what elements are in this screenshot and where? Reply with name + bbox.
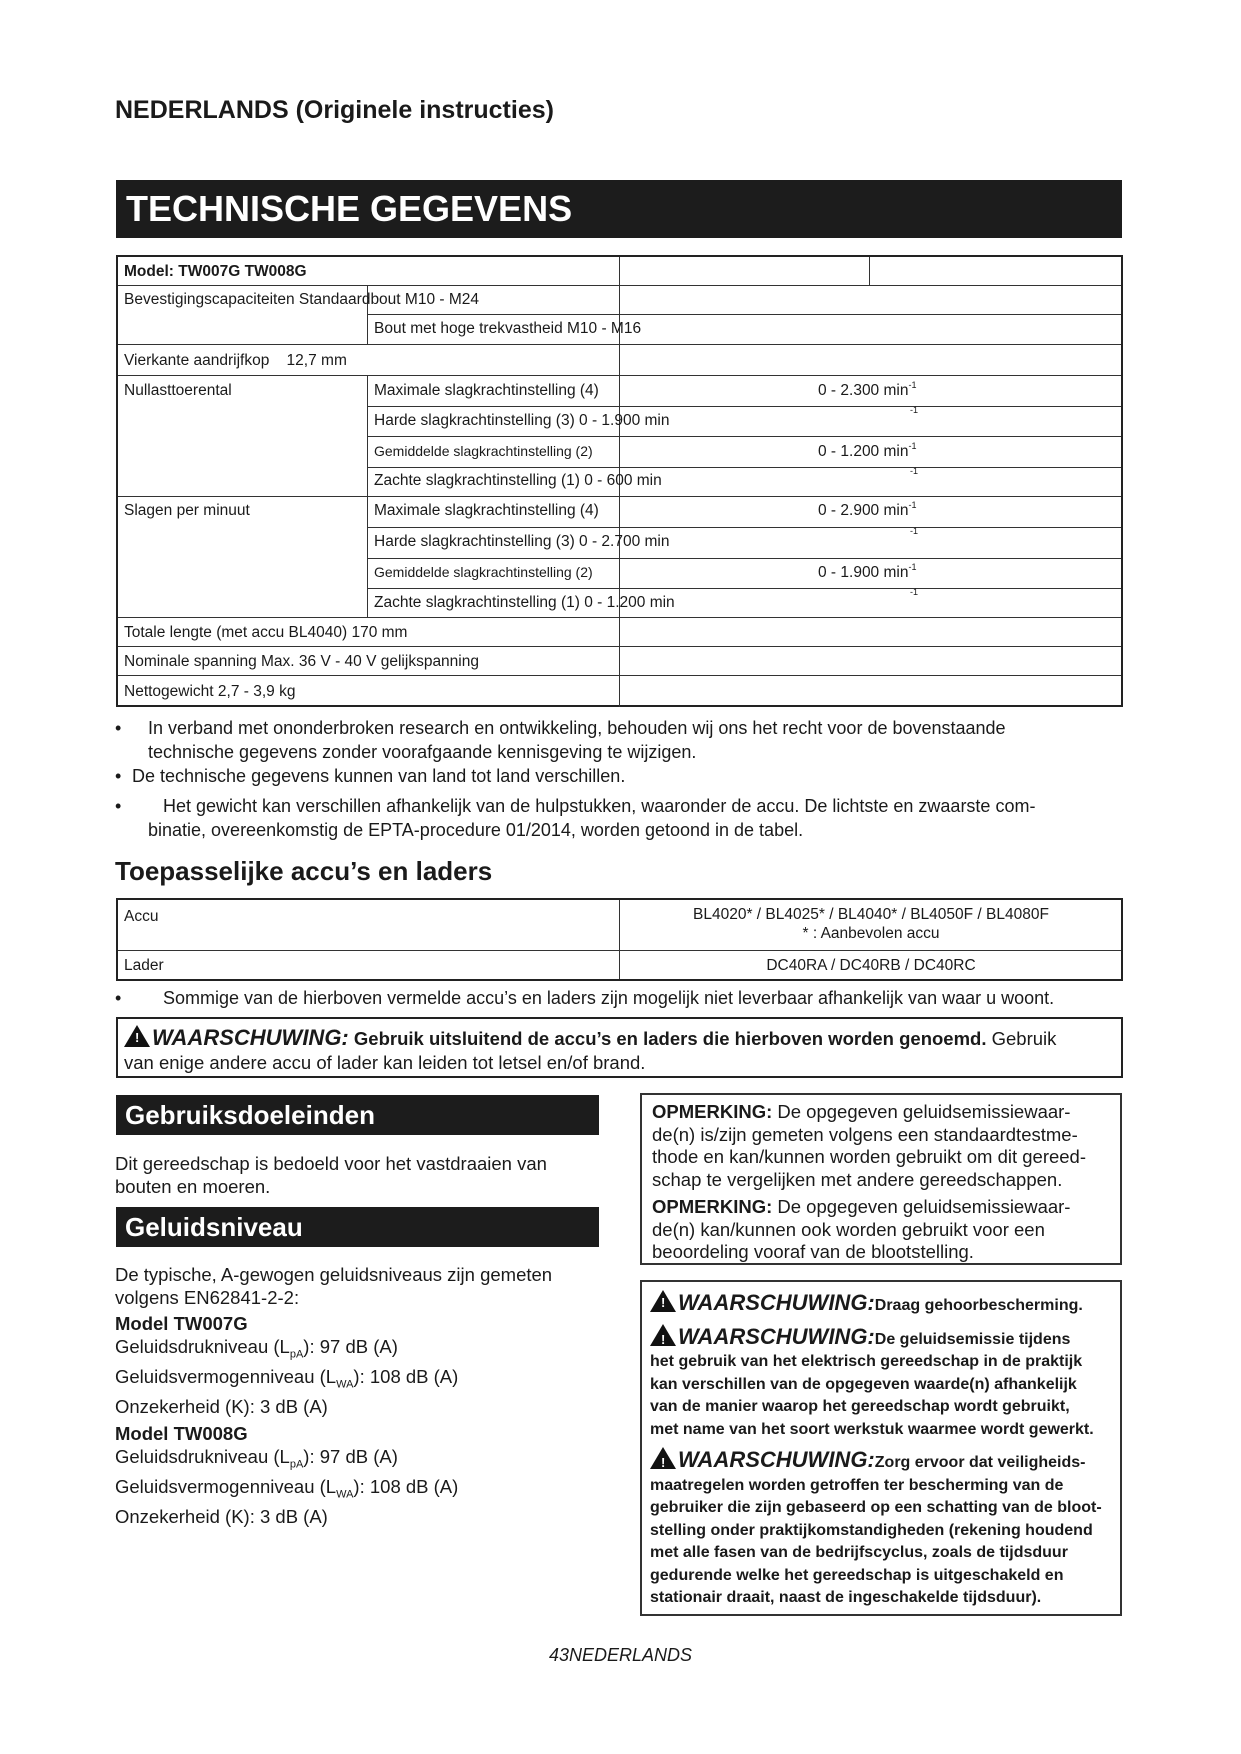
intended-use-heading: Gebruiksdoeleinden	[116, 1095, 599, 1135]
noise-text: De typische, A-gewogen geluidsniveaus zijn gemeten volgens EN62841-2-2: Model TW007G Geluidsdrukniveau $(L_{pA})$: 97 dB (A) Geluidsvermogenniveau $(L_{WA})$: 108 dB (A) Onzekerheid (K): 3 dB (A) Model TW008G Geluidsdrukniveau $(L_{pA})$: 97 dB (A) Geluidsvermogenniveau $(L_{WA})$: 108 dB (A) Onzekerheid (K): 3 dB (A)	[115, 1264, 553, 1528]
note: OPMERKING: De opgegeven geluidsemissiewaar- de(n) kan/kunnen ook worden gebruikt voor een beoordeling vooraf van de blootstelling.	[652, 1196, 1071, 1262]
warning-title: WAARSCHUWING:	[152, 1025, 349, 1050]
intended-use-text: Dit gereedschap is bedoeld voor het vastdraaien van bouten en moeren.	[115, 1153, 547, 1197]
notes-box	[640, 1093, 1122, 1265]
model-heading: Model TW007G	[115, 1313, 248, 1334]
high-tensile-bolt: Bout met hoge trekvastheid M10 - M16	[374, 320, 642, 337]
warning: ! WAARSCHUWING:Zorg ervoor dat veiligheids- maatregelen worden getroffen ter bescherming van de gebruiker die zijn gebaseerd op een schatting van de bloot- stelling onder praktijkomstandigheden (rekening houdend met alle fasen van de bedrijfscyclus, zoals de tijdsduur gedurende welke het gereedschap is uitgeschakeld en stationair draait, naast de ingeschakelde tijdsduur).	[650, 1447, 1102, 1606]
ipm-value: 0 - 2.900 $\min^{-1}$	[818, 500, 917, 519]
warning-icon: !	[650, 1324, 676, 1346]
accu-value: BL4020* / BL4025* / BL4040* / BL4050F / BL4080F * : Aanbevolen accu	[693, 906, 1049, 942]
warning-text: Gebruik uitsluitend de accu’s en laders die hierboven worden genoemd.	[353, 1028, 987, 1049]
net-weight: Nettogewicht 2,7 - 3,9 kg	[124, 683, 296, 700]
ipm-exponent: -1	[910, 587, 919, 597]
model-row: Model: TW007G TW008G	[124, 263, 307, 280]
no-load-setting: Maximale slagkrachtinstelling (4)	[374, 382, 599, 399]
accu-label: Accu	[124, 908, 159, 925]
battery-table	[116, 898, 1123, 981]
ipm-setting: Maximale slagkrachtinstelling (4)	[374, 502, 599, 519]
noise-heading: Geluidsniveau	[116, 1207, 599, 1247]
no-load-setting: Gemiddelde slagkrachtinstelling (2)	[374, 443, 593, 459]
batteries-heading: Toepasselijke accu’s en laders	[115, 856, 493, 886]
no-load-value: 0 - 2.300 $\min^{-1}$	[818, 380, 917, 399]
specs-banner: TECHNISCHE GEGEVENS	[116, 180, 1122, 238]
ipm-setting: Harde slagkrachtinstelling (3) 0 - 2.700 min	[374, 533, 670, 550]
no-load-value: 0 - 1.200 $\min^{-1}$	[818, 441, 917, 460]
no-load-setting: Zachte slagkrachtinstelling (1) 0 - 600 min	[374, 472, 662, 489]
warning: ! WAARSCHUWING:Draag gehoorbescherming.	[650, 1290, 1112, 1318]
no-load-exponent: -1	[910, 466, 919, 476]
spec-table	[116, 255, 1123, 707]
ipm-label: Slagen per minuut	[124, 502, 250, 519]
no-load-setting: Harde slagkrachtinstelling (3) 0 - 1.900 min	[374, 412, 670, 429]
model-heading: Model TW008G	[115, 1423, 248, 1445]
square-drive: Vierkante aandrijfkop 12,7 mm	[124, 352, 347, 369]
capacities-label: Bevestigingscapaciteiten Standaardbout M10 - M24	[124, 291, 479, 308]
ipm-value: 0 - 1.900 $\min^{-1}$	[818, 562, 917, 581]
ipm-setting: Gemiddelde slagkrachtinstelling (2)	[374, 564, 593, 580]
charger-value: DC40RA / DC40RB / DC40RC	[766, 957, 976, 974]
no-load-exponent: -1	[910, 405, 919, 415]
charger-label: Lader	[124, 957, 164, 974]
warning: ! WAARSCHUWING:De geluidsemissie tijdens het gebruik van het elektrisch gereedschap in de praktijk kan verschillen van de opgegeven waarde(n) afhankelijk van de manier waarop het gereedschap wordt gebruikt, met name van het soort werkstuk waarmee wordt gewerkt.	[650, 1323, 1094, 1438]
list-item: • De technische gegevens kunnen van land tot land verschillen.	[115, 766, 626, 786]
list-item: • In verband met ononderbroken research en ontwikkeling, behouden wij ons het recht voor de bovenstaande technische gegevens zonder voorafgaande kennisgeving te wijzigen.	[115, 718, 1006, 762]
no-load-label: Nullasttoerental	[124, 382, 232, 399]
warning-icon: !	[124, 1025, 150, 1047]
page-footer: 43NEDERLANDS	[548, 1645, 693, 1665]
warning-text: Gebruik	[991, 1028, 1057, 1049]
rated-voltage: Nominale spanning Max. 36 V - 40 V gelijkspanning	[124, 653, 479, 670]
warning-icon: !	[650, 1447, 676, 1469]
list-item: • Sommige van de hierboven vermelde accu’s en laders zijn mogelijk niet leverbaar afhankelijk van waar u woont.	[115, 988, 1055, 1008]
list-item: • Het gewicht kan verschillen afhankelijk van de hulpstukken, waaronder de accu. De lichtste en zwaarste com- binatie, overeenkomstig de EPTA-procedure 01/2014, worden getoond in de tabel.	[115, 796, 1036, 840]
warning-box	[116, 1017, 1123, 1078]
note: OPMERKING: De opgegeven geluidsemissiewaar- de(n) is/zijn gemeten volgens een standaardtestme- thode en kan/kunnen worden gebruikt om dit gereed- schap te vergelijken met andere gereedschappen.	[652, 1101, 1087, 1190]
warning-icon: !	[650, 1290, 676, 1312]
warning-text: van enige andere accu of lader kan leiden tot letsel en/of brand.	[124, 1052, 646, 1073]
language-header: NEDERLANDS (Originele instructies)	[115, 96, 554, 124]
ipm-exponent: -1	[910, 526, 919, 536]
total-length: Totale lengte (met accu BL4040) 170 mm	[124, 624, 408, 641]
ipm-setting: Zachte slagkrachtinstelling (1) 0 - 1.200 min	[374, 594, 675, 611]
warnings-box	[640, 1280, 1122, 1616]
